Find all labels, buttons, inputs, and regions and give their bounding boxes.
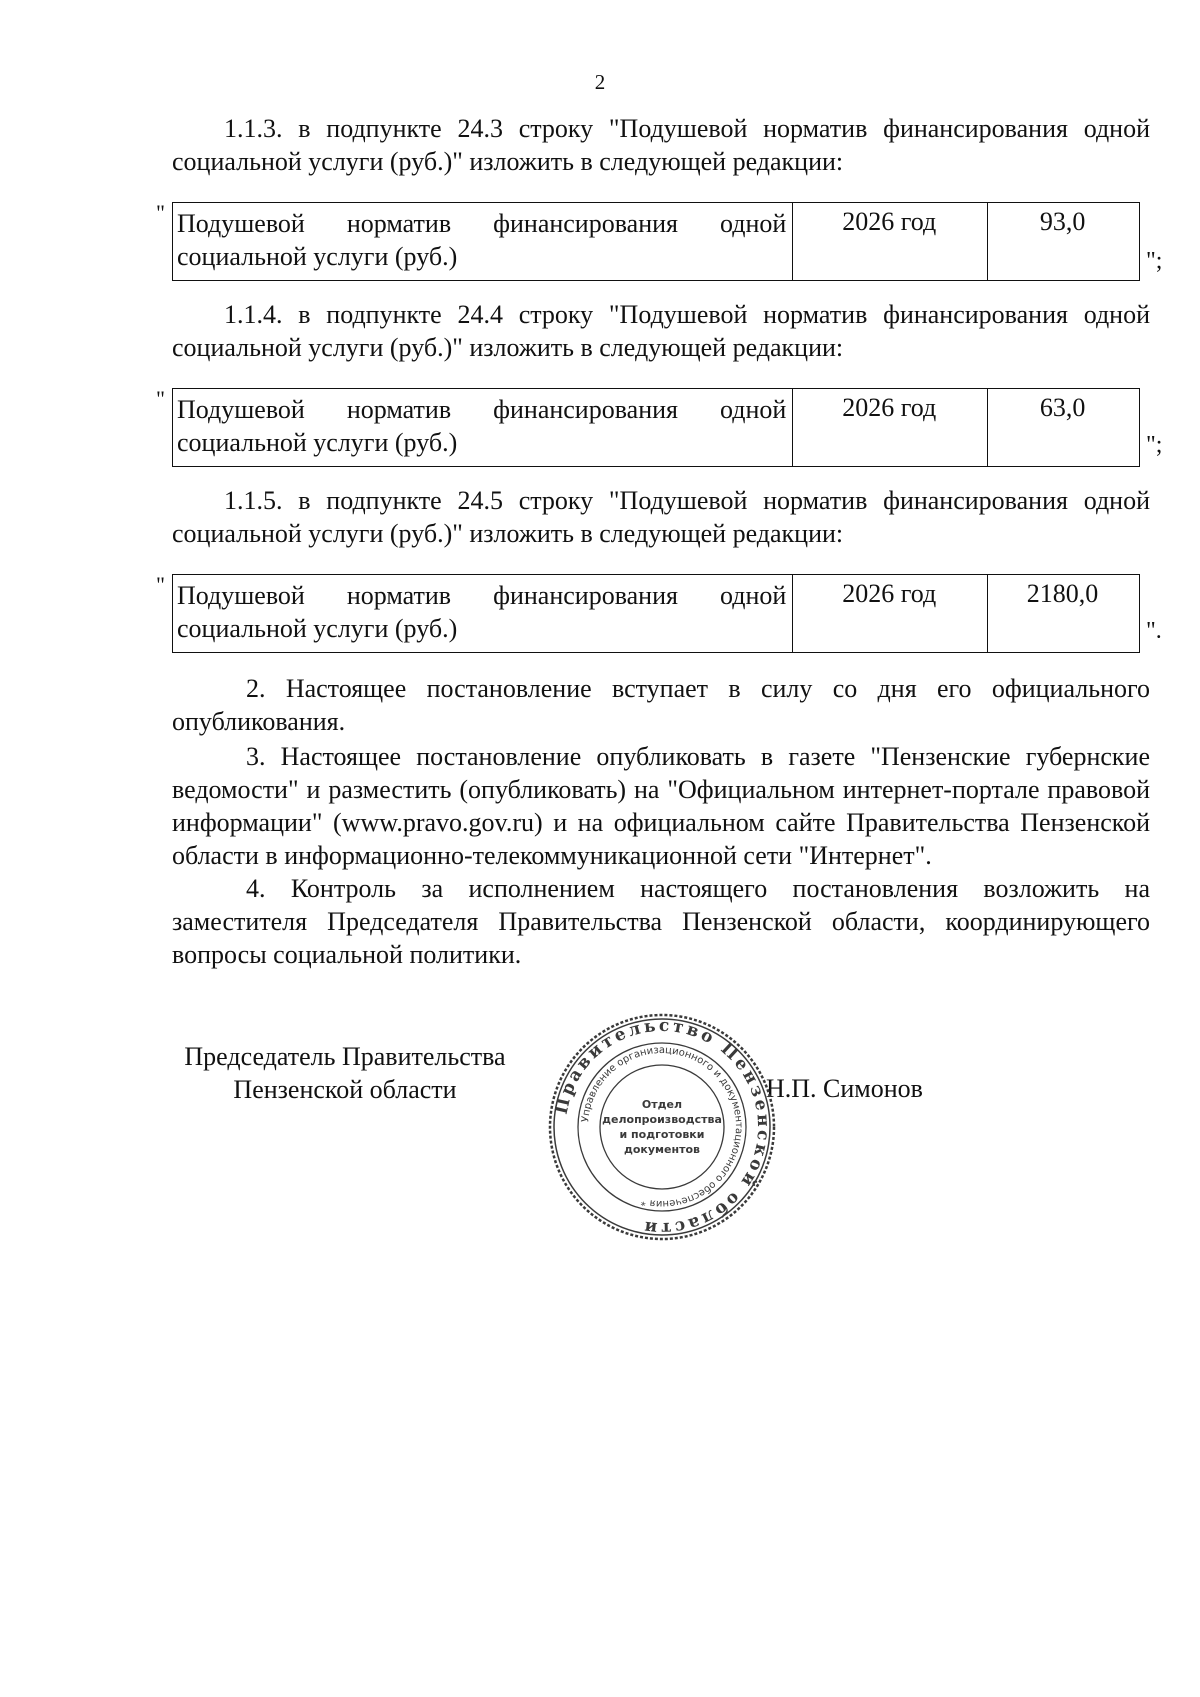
signatory-title-line1: Председатель Правительства (184, 1042, 506, 1071)
signatory-title (150, 1040, 540, 1106)
norm-table-2 (172, 388, 1140, 467)
table-row (173, 203, 1140, 281)
row-name-cell: Подушевой норматив финансирования одной социальной услуги (руб.) (173, 575, 793, 653)
open-quote-3: " (156, 572, 165, 597)
row-value-cell: 93,0 (988, 203, 1140, 281)
item-intro-2: 1.1.4. в подпункте 24.4 строку "Подушевой норматив финансирования одной социальной услуги (руб.)" изложить в следующей редакции: (172, 300, 1150, 362)
row-value-cell: 63,0 (988, 389, 1140, 467)
norm-table-3 (172, 574, 1140, 653)
row-name-cell: Подушевой норматив финансирования одной социальной услуги (руб.) (173, 203, 793, 281)
close-quote-2: "; (1146, 432, 1163, 458)
item-intro-1: 1.1.3. в подпункте 24.3 строку "Подушевой норматив финансирования одной социальной услуги (руб.)" изложить в следующей редакции: (172, 114, 1150, 176)
svg-text:Отдел: Отдел (641, 1098, 683, 1111)
table-row (173, 575, 1140, 653)
table-row (173, 389, 1140, 467)
clause-2: 2. Настоящее постановление вступает в силу со дня его официального опубликования. (172, 674, 1150, 736)
svg-text:документов: документов (623, 1143, 701, 1156)
open-quote-1: " (156, 200, 165, 225)
open-quote-2: " (156, 386, 165, 411)
official-stamp (547, 1012, 777, 1242)
row-year-cell: 2026 год (793, 575, 988, 653)
clause-4: 4. Контроль за исполнением настоящего постановления возложить на заместителя Председателя Правительства Пензенской области, координирующего вопросы социальной политики. (172, 874, 1150, 969)
norm-table-1 (172, 202, 1140, 281)
row-year-cell: 2026 год (793, 203, 988, 281)
signatory-title-line2: Пензенской области (233, 1075, 457, 1104)
page-number: 2 (594, 70, 606, 94)
row-year-cell: 2026 год (793, 389, 988, 467)
close-quote-3: ". (1146, 618, 1162, 644)
item-intro-3: 1.1.5. в подпункте 24.5 строку "Подушевой норматив финансирования одной социальной услуги (руб.)" изложить в следующей редакции: (172, 486, 1150, 548)
row-value-cell: 2180,0 (988, 575, 1140, 653)
svg-text:Правительство Пензенской облас: Правительство Пензенской области (551, 1015, 774, 1239)
svg-text:делопроизводства: делопроизводства (602, 1113, 722, 1126)
row-name-cell: Подушевой норматив финансирования одной социальной услуги (руб.) (173, 389, 793, 467)
svg-text:и подготовки: и подготовки (619, 1128, 705, 1141)
clause-3: 3. Настоящее постановление опубликовать в газете "Пензенские губернские ведомости" и разместить (опубликовать) на "Официальном интернет-портале правовой информации" (www.pravo.gov.ru) и на официальном сайте Правительства Пензенской области в информационно-телекоммуникационной сети "Интернет". (172, 742, 1150, 870)
close-quote-1: "; (1146, 248, 1163, 274)
svg-text:Управление организационного и: Управление организационного и документационного обеспечения * (580, 1044, 745, 1210)
signatory-name: Н.П. Симонов (766, 1074, 923, 1103)
